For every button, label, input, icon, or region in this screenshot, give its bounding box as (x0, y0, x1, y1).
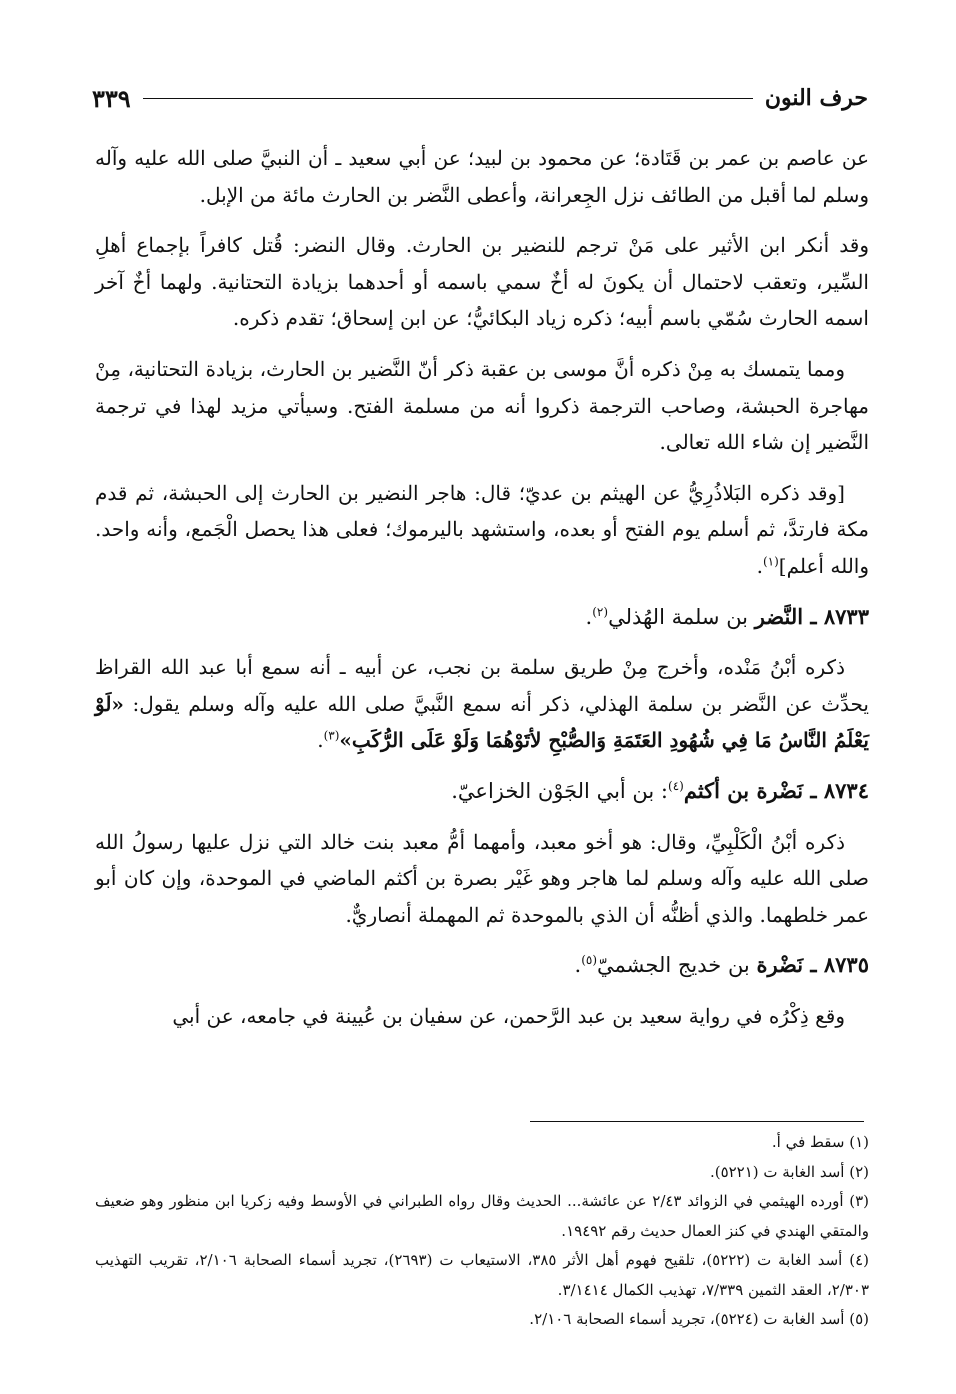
footnote-3: (٣) أورده الهيثمي في الزوائد ٢/٤٣ عن عائشة... الحديث وقال رواه الطبراني في الأوسط وفيه زكريا ابن منظور وهو ضعيف والمتقي الهندي في كنز العمال حديث رقم ١٩٤٩٢. (95, 1192, 869, 1240)
paragraph-7: وقع ذِكْرُه في رواية سعيد بن عبد الرَّحمن، عن سفيان بن عُيينة في جامعه، عن أبي (172, 1003, 845, 1028)
footnote-ref-4: (٤) (668, 778, 684, 793)
entry-8733: ٨٧٣٣ ـ النَّضر بن سلمة الهُذلي$^{(٢)}$. (585, 603, 869, 629)
entry-8735-name: بن خديج الجشميّ (597, 953, 757, 978)
footnote-separator (530, 1121, 864, 1122)
entry-8734-heading: ٨٧٣٤ ـ نَضْرة بن أكثم (683, 777, 869, 803)
main-text (95, 140, 869, 1048)
entry-8733-heading: ٨٧٣٣ ـ النَّضر (754, 603, 869, 629)
paragraph-5: ذكره أبْنُ مَنْده، وأخرج مِنْ طريق سلمة بن نجب، عن أبيه ـ أنه سمع أبا عبد الله القراظ يحدِّث عن النَّضر بن سلمة الهذلي، ذكر أنه سمع النَّبيَّ صلى الله عليه وآله وسلم يقول: «لَوْ يَعْلَمُ النَّاسُ مَا فِي شُهُودِ العَتَمَةِ وَالصُّبْحِ لأتَوْهُمَا وَلَوْ عَلَى الرُّكَبِ»$^{(٣)}$. (95, 655, 870, 753)
footnote-5: (٥) أسد الغابة ت (٥٢٢٤)، تجريد أسماء الصحابة ٢/١٠٦. (529, 1310, 869, 1328)
entry-8734 (95, 773, 869, 810)
entry-8733-name: بن سلمة الهُذلي (608, 604, 755, 629)
paragraph-3: ومما يتمسك به مِنْ ذكره أنَّ موسى بن عقبة ذكر أنّ النَّضير بن الحارث، بزيادة التحتانية، مِنْ مهاجرة الحبشة، وصاحب الترجمة ذكروا أنه من مسلمة الفتح. وسيأتي مزيد لهذا في ترجمة النَّضير إن شاء الله تعالى. (95, 356, 869, 455)
paragraph-5-text: ذكره أبْنُ مَنْده، وأخرج مِنْ طريق سلمة بن نجب، عن أبيه ـ أنه سمع أبا عبد الله القراظ يحدِّث عن النَّضر بن سلمة الهذلي، ذكر أنه سمع النَّبيَّ صلى الله عليه وآله وسلم يقول: (95, 655, 870, 716)
hadith-quote: «لَوْ يَعْلَمُ النَّاسُ مَا فِي شُهُودِ العَتَمَةِ وَالصُّبْحِ لأتَوْهُمَا وَلَوْ عَلَى الرُّكَبِ» (95, 691, 869, 753)
running-title: حرف النون (764, 85, 868, 111)
footnote-ref-3: (٣) (323, 728, 340, 743)
paragraph-2: وقد أنكر ابن الأثير على مَنْ ترجم للنضير بن الحارث. وقال النضر: قُتل كافراً بإجماع أهلِ السِّير، وتعقب لاحتمال أن يكونَ له أخٌ سمي باسمه أو أحدهما بزيادة التحتانية. ولهما أخٌ آخر اسمه الحارث سُمّي باسم أبيه؛ ذكره زياد البكائيُّ؛ عن ابن إسحاق؛ تقدم ذكره. (95, 233, 869, 331)
header-rule (143, 98, 753, 99)
entry-8735-heading: ٨٧٣٥ ـ نَضْرة (756, 952, 869, 978)
footnote-4: (٤) أسد الغابة ت (٥٢٢٢)، تلقيح فهوم أهل الأثر ٣٨٥، الاستيعاب ت (٢٦٩٣)، تجريد أسماء الصحابة ٢/١٠٦، تقريب التهذيب ٢/٣٠٣، العقد الثمين ٧/٣٣٩، تهذيب الكمال ٣/١٤١٤. (95, 1251, 869, 1299)
page-header (92, 78, 868, 118)
paragraph-4-text: [وقد ذكره البَلاذُرِيُّ عن الهيثم بن عديّ؛ قال: هاجر النضير بن الحارث إلى الحبشة، ثم قدم مكة فارتدَّ، ثم أسلم يوم الفتح أو بعده، واستشهد باليرموك؛ فعلى هذا يحصل الْجَمع، وأنه واحد. والله أعلم] (95, 480, 869, 578)
paragraph-6: ذكره أبْنُ الْكَلْبِيِّ، وقال: هو أخو معبد، وأمهما أمُّ معبد بنت خالد التي نزل عليها رسولُ الله صلى الله عليه وآله وسلم لما هاجر وهو غَيْر بصرة بن أكثم الماضي في الموحدة، وإن كان أبو عمر خلطهما. والذي أظنُّه أن الذي بالموحدة ثم المهملة أنصاريٌّ. (95, 829, 869, 927)
footnote-2: (٢) أسد الغابة ت (٥٢٢١). (709, 1162, 869, 1181)
footnote-ref-5: (٥) (581, 953, 598, 968)
footnote-ref-1: (١) (762, 554, 779, 569)
entry-8735: ٨٧٣٥ ـ نَضْرة بن خديج الجشميّ$^{(٥)}$. (574, 952, 869, 978)
entry-8734-name: : بن أبي الجَوْن الخزاعيّ. (451, 778, 669, 803)
paragraph-1: عن عاصم بن عمر بن قَتَادة؛ عن محمود بن لبيد؛ عن أبي سعيد ـ أن النبيَّ صلى الله عليه وآله وسلم لما أقبل من الطائف نزل الجِعرانة، وأعطى النَّضر بن الحارث مائة من الإبل. (95, 146, 870, 207)
page-number: ٣٣٩ (92, 83, 131, 113)
footnote-1: (١) سقط في أ. (771, 1133, 869, 1151)
footnotes (95, 1128, 869, 1335)
paragraph-4: [وقد ذكره البَلاذُرِيُّ عن الهيثم بن عديّ؛ قال: هاجر النضير بن الحارث إلى الحبشة، ثم قدم مكة فارتدَّ، ثم أسلم يوم الفتح أو بعده، واستشهد باليرموك؛ فعلى هذا يحصل الْجَمع، وأنه واحد. والله أعلم]$^{(١)}$. (95, 480, 869, 578)
footnote-ref-2: (٢) (592, 604, 609, 619)
